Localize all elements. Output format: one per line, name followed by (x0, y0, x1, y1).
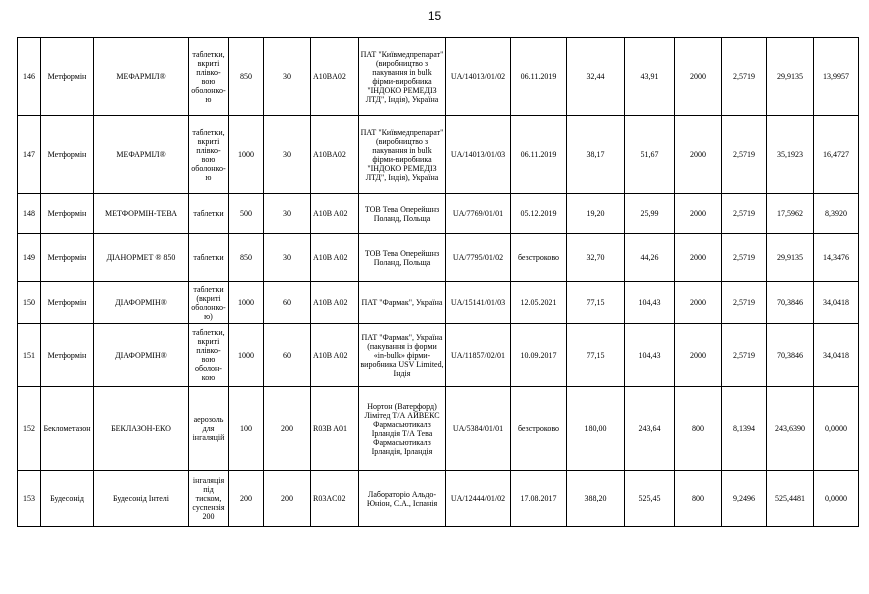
atc-code-cell: A10BA02 (311, 116, 359, 194)
table-row (18, 282, 859, 324)
row-number-cell: 151 (18, 324, 41, 387)
registration-date-cell: 12.05.2021 (511, 282, 567, 324)
page-number: 15 (427, 9, 442, 23)
registration-date-cell: 17.08.2017 (511, 471, 567, 527)
coefficient-cell: 2,5719 (722, 324, 767, 387)
surcharge-cell: 13,9957 (814, 38, 859, 116)
dosage-form-cell: таблетки (вкриті оболонко-ю) (189, 282, 229, 324)
dose-cell: 500 (229, 194, 264, 234)
atc-code-cell: A10B A02 (311, 194, 359, 234)
retail-price-cell: 44,26 (625, 234, 675, 282)
table-row (18, 234, 859, 282)
registration-number-cell: UA/11857/02/01 (446, 324, 511, 387)
table-row (18, 324, 859, 387)
dose-cell: 1000 (229, 116, 264, 194)
registration-number-cell: UA/14013/01/03 (446, 116, 511, 194)
dosage-form-cell: інгаляція під тиском, суспензія 200 (189, 471, 229, 527)
wholesale-price-cell: 32,44 (567, 38, 625, 116)
ddd-cell: 2000 (675, 116, 722, 194)
registration-number-cell: UA/5384/01/01 (446, 387, 511, 471)
brand-name-cell: БЕКЛАЗОН-ЕКО (94, 387, 189, 471)
coefficient-cell: 2,5719 (722, 234, 767, 282)
registration-date-cell: 06.11.2019 (511, 116, 567, 194)
registration-number-cell: UA/14013/01/02 (446, 38, 511, 116)
manufacturer-cell: ТОВ Тева Оперейшнз Поланд, Польща (359, 194, 446, 234)
surcharge-cell: 34,0418 (814, 324, 859, 387)
wholesale-price-cell: 32,70 (567, 234, 625, 282)
surcharge-cell: 14,3476 (814, 234, 859, 282)
registration-number-cell: UA/12444/01/02 (446, 471, 511, 527)
manufacturer-cell: ПАТ "Київмедпрепарат" (виробництво з пакування in bulk фірми-виробника "ІНДОКО РЕМЕДІЗ ЛТД", Індія), Україна (359, 38, 446, 116)
inn-cell: Беклометазон (41, 387, 94, 471)
inn-cell: Метформін (41, 116, 94, 194)
manufacturer-cell: ПАТ "Київмедпрепарат" (виробництво з пакування in bulk фірми-виробника "ІНДОКО РЕМЕДІЗ ЛТД", Індія), Україна (359, 116, 446, 194)
coefficient-cell: 2,5719 (722, 194, 767, 234)
manufacturer-cell: ТОВ Тева Оперейшнз Поланд, Польща (359, 234, 446, 282)
dose-cell: 100 (229, 387, 264, 471)
registration-date-cell: безстроково (511, 387, 567, 471)
manufacturer-cell: Нортон (Ватерфорд) Лімітед Т/А АЙВЕКС Фармасьютикалз Ірландія Т/А Тева Фармасьютикалз Ірландія, Ірландія (359, 387, 446, 471)
ddd-cell: 2000 (675, 194, 722, 234)
brand-name-cell: ДІАФОРМІН® (94, 324, 189, 387)
dose-cell: 850 (229, 38, 264, 116)
surcharge-cell: 0,0000 (814, 471, 859, 527)
atc-code-cell: A10BA02 (311, 38, 359, 116)
surcharge-cell: 8,3920 (814, 194, 859, 234)
brand-name-cell: МЕФАРМІЛ® (94, 116, 189, 194)
pack-quantity-cell: 30 (264, 234, 311, 282)
ddd-cell: 2000 (675, 324, 722, 387)
ddd-cell: 800 (675, 387, 722, 471)
coefficient-cell: 2,5719 (722, 116, 767, 194)
reimbursement-cell: 29,9135 (767, 234, 814, 282)
retail-price-cell: 104,43 (625, 324, 675, 387)
pack-quantity-cell: 60 (264, 324, 311, 387)
pack-quantity-cell: 200 (264, 471, 311, 527)
brand-name-cell: ДІАФОРМІН® (94, 282, 189, 324)
row-number-cell: 153 (18, 471, 41, 527)
atc-code-cell: R03B A01 (311, 387, 359, 471)
wholesale-price-cell: 38,17 (567, 116, 625, 194)
registration-number-cell: UA/7769/01/01 (446, 194, 511, 234)
table-row (18, 116, 859, 194)
reimbursement-cell: 243,6390 (767, 387, 814, 471)
inn-cell: Метформін (41, 234, 94, 282)
registration-date-cell: безстроково (511, 234, 567, 282)
ddd-cell: 2000 (675, 38, 722, 116)
dosage-form-cell: таблетки (189, 234, 229, 282)
brand-name-cell: МЕФАРМІЛ® (94, 38, 189, 116)
dosage-form-cell: таблетки, вкриті плівко-вою оболонко-ю (189, 38, 229, 116)
registration-number-cell: UA/15141/01/03 (446, 282, 511, 324)
row-number-cell: 146 (18, 38, 41, 116)
surcharge-cell: 0,0000 (814, 387, 859, 471)
wholesale-price-cell: 77,15 (567, 324, 625, 387)
registration-date-cell: 06.11.2019 (511, 38, 567, 116)
inn-cell: Метформін (41, 324, 94, 387)
row-number-cell: 150 (18, 282, 41, 324)
wholesale-price-cell: 180,00 (567, 387, 625, 471)
row-number-cell: 149 (18, 234, 41, 282)
retail-price-cell: 243,64 (625, 387, 675, 471)
atc-code-cell: A10B A02 (311, 234, 359, 282)
wholesale-price-cell: 19,20 (567, 194, 625, 234)
dosage-form-cell: таблетки (189, 194, 229, 234)
surcharge-cell: 34,0418 (814, 282, 859, 324)
dosage-form-cell: таблетки, вкриті плівко-вою оболонко-ю (189, 116, 229, 194)
registration-date-cell: 05.12.2019 (511, 194, 567, 234)
atc-code-cell: A10B A02 (311, 324, 359, 387)
manufacturer-cell: ПАТ "Фармак", Україна (359, 282, 446, 324)
reimbursement-cell: 17,5962 (767, 194, 814, 234)
pack-quantity-cell: 60 (264, 282, 311, 324)
ddd-cell: 800 (675, 471, 722, 527)
pack-quantity-cell: 200 (264, 387, 311, 471)
reimbursement-cell: 70,3846 (767, 282, 814, 324)
dose-cell: 1000 (229, 324, 264, 387)
reimbursement-cell: 525,4481 (767, 471, 814, 527)
inn-cell: Будесонід (41, 471, 94, 527)
pack-quantity-cell: 30 (264, 194, 311, 234)
manufacturer-cell: ПАТ "Фармак", Україна (пакування із форми «in-bulk» фірми-виробника USV Limited, Індія (359, 324, 446, 387)
table-row (18, 38, 859, 116)
atc-code-cell: R03AC02 (311, 471, 359, 527)
brand-name-cell: Будесонід Інтелі (94, 471, 189, 527)
coefficient-cell: 2,5719 (722, 282, 767, 324)
registration-number-cell: UA/7795/01/02 (446, 234, 511, 282)
table-row (18, 194, 859, 234)
coefficient-cell: 8,1394 (722, 387, 767, 471)
retail-price-cell: 51,67 (625, 116, 675, 194)
row-number-cell: 148 (18, 194, 41, 234)
brand-name-cell: МЕТФОРМІН-ТЕВА (94, 194, 189, 234)
coefficient-cell: 2,5719 (722, 38, 767, 116)
drug-registry-table (17, 37, 859, 527)
brand-name-cell: ДІАНОРМЕТ ® 850 (94, 234, 189, 282)
inn-cell: Метформін (41, 282, 94, 324)
manufacturer-cell: Лабораторіо Альдо-Юніон, С.А., Іспанія (359, 471, 446, 527)
reimbursement-cell: 29,9135 (767, 38, 814, 116)
dosage-form-cell: аерозоль для інгаляцій (189, 387, 229, 471)
pack-quantity-cell: 30 (264, 116, 311, 194)
retail-price-cell: 43,91 (625, 38, 675, 116)
retail-price-cell: 25,99 (625, 194, 675, 234)
wholesale-price-cell: 388,20 (567, 471, 625, 527)
atc-code-cell: A10B A02 (311, 282, 359, 324)
dose-cell: 200 (229, 471, 264, 527)
pack-quantity-cell: 30 (264, 38, 311, 116)
ddd-cell: 2000 (675, 234, 722, 282)
coefficient-cell: 9,2496 (722, 471, 767, 527)
table-row (18, 471, 859, 527)
surcharge-cell: 16,4727 (814, 116, 859, 194)
retail-price-cell: 104,43 (625, 282, 675, 324)
reimbursement-cell: 70,3846 (767, 324, 814, 387)
wholesale-price-cell: 77,15 (567, 282, 625, 324)
dose-cell: 1000 (229, 282, 264, 324)
reimbursement-cell: 35,1923 (767, 116, 814, 194)
dose-cell: 850 (229, 234, 264, 282)
table-row (18, 387, 859, 471)
ddd-cell: 2000 (675, 282, 722, 324)
registration-date-cell: 10.09.2017 (511, 324, 567, 387)
row-number-cell: 147 (18, 116, 41, 194)
dosage-form-cell: таблетки, вкриті плівко-вою оболон-кою (189, 324, 229, 387)
inn-cell: Метформін (41, 194, 94, 234)
retail-price-cell: 525,45 (625, 471, 675, 527)
inn-cell: Метформін (41, 38, 94, 116)
row-number-cell: 152 (18, 387, 41, 471)
